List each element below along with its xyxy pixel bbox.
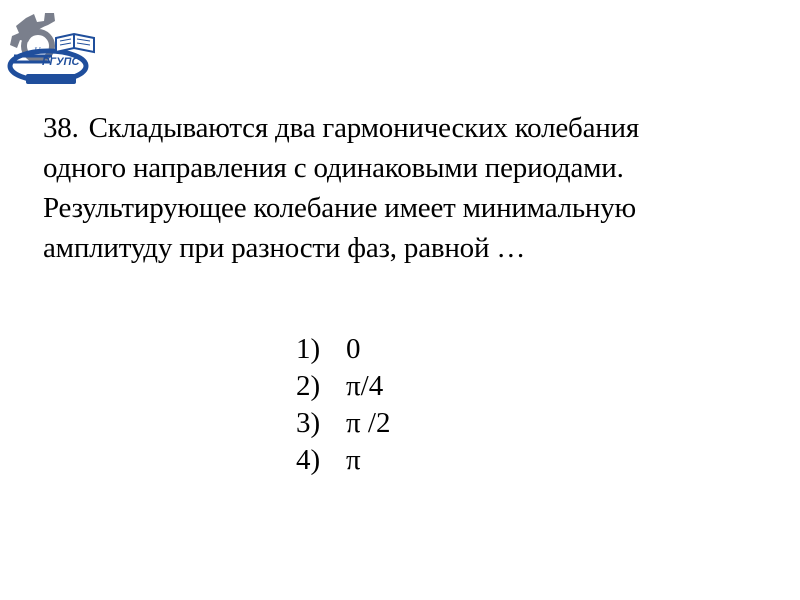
rgups-logo-icon <box>4 8 100 94</box>
answer-value: π/4 <box>346 370 384 402</box>
question-line-1 <box>43 108 763 148</box>
question-line-2: одного направления с одинаковыми периодами. <box>43 152 624 184</box>
answer-option-4[interactable] <box>296 442 390 479</box>
answer-number: 4) <box>296 444 321 476</box>
logo-text: РГУПС <box>42 56 80 68</box>
answer-option-2[interactable] <box>296 368 390 405</box>
question-number: 38. <box>43 112 79 144</box>
question-line-4: амплитуду при разности фаз, равной … <box>43 232 526 264</box>
book-icon <box>56 34 94 52</box>
svg-text:U: U <box>34 46 41 56</box>
answer-value: π <box>346 444 361 476</box>
question-text <box>43 108 763 268</box>
rgups-logo <box>4 8 100 94</box>
answer-option-1[interactable] <box>296 331 390 368</box>
answer-number: 3) <box>296 407 321 439</box>
question-line-1-text: Складываются два гармонических колебания <box>88 112 640 144</box>
answer-option-3[interactable] <box>296 405 390 442</box>
answer-list <box>296 331 390 479</box>
answer-value: π /2 <box>346 407 391 439</box>
question-line-3: Результирующее колебание имеет минимальную <box>43 192 637 224</box>
answer-value: 0 <box>346 333 361 365</box>
answer-number: 2) <box>296 370 321 402</box>
answer-number: 1) <box>296 333 321 365</box>
